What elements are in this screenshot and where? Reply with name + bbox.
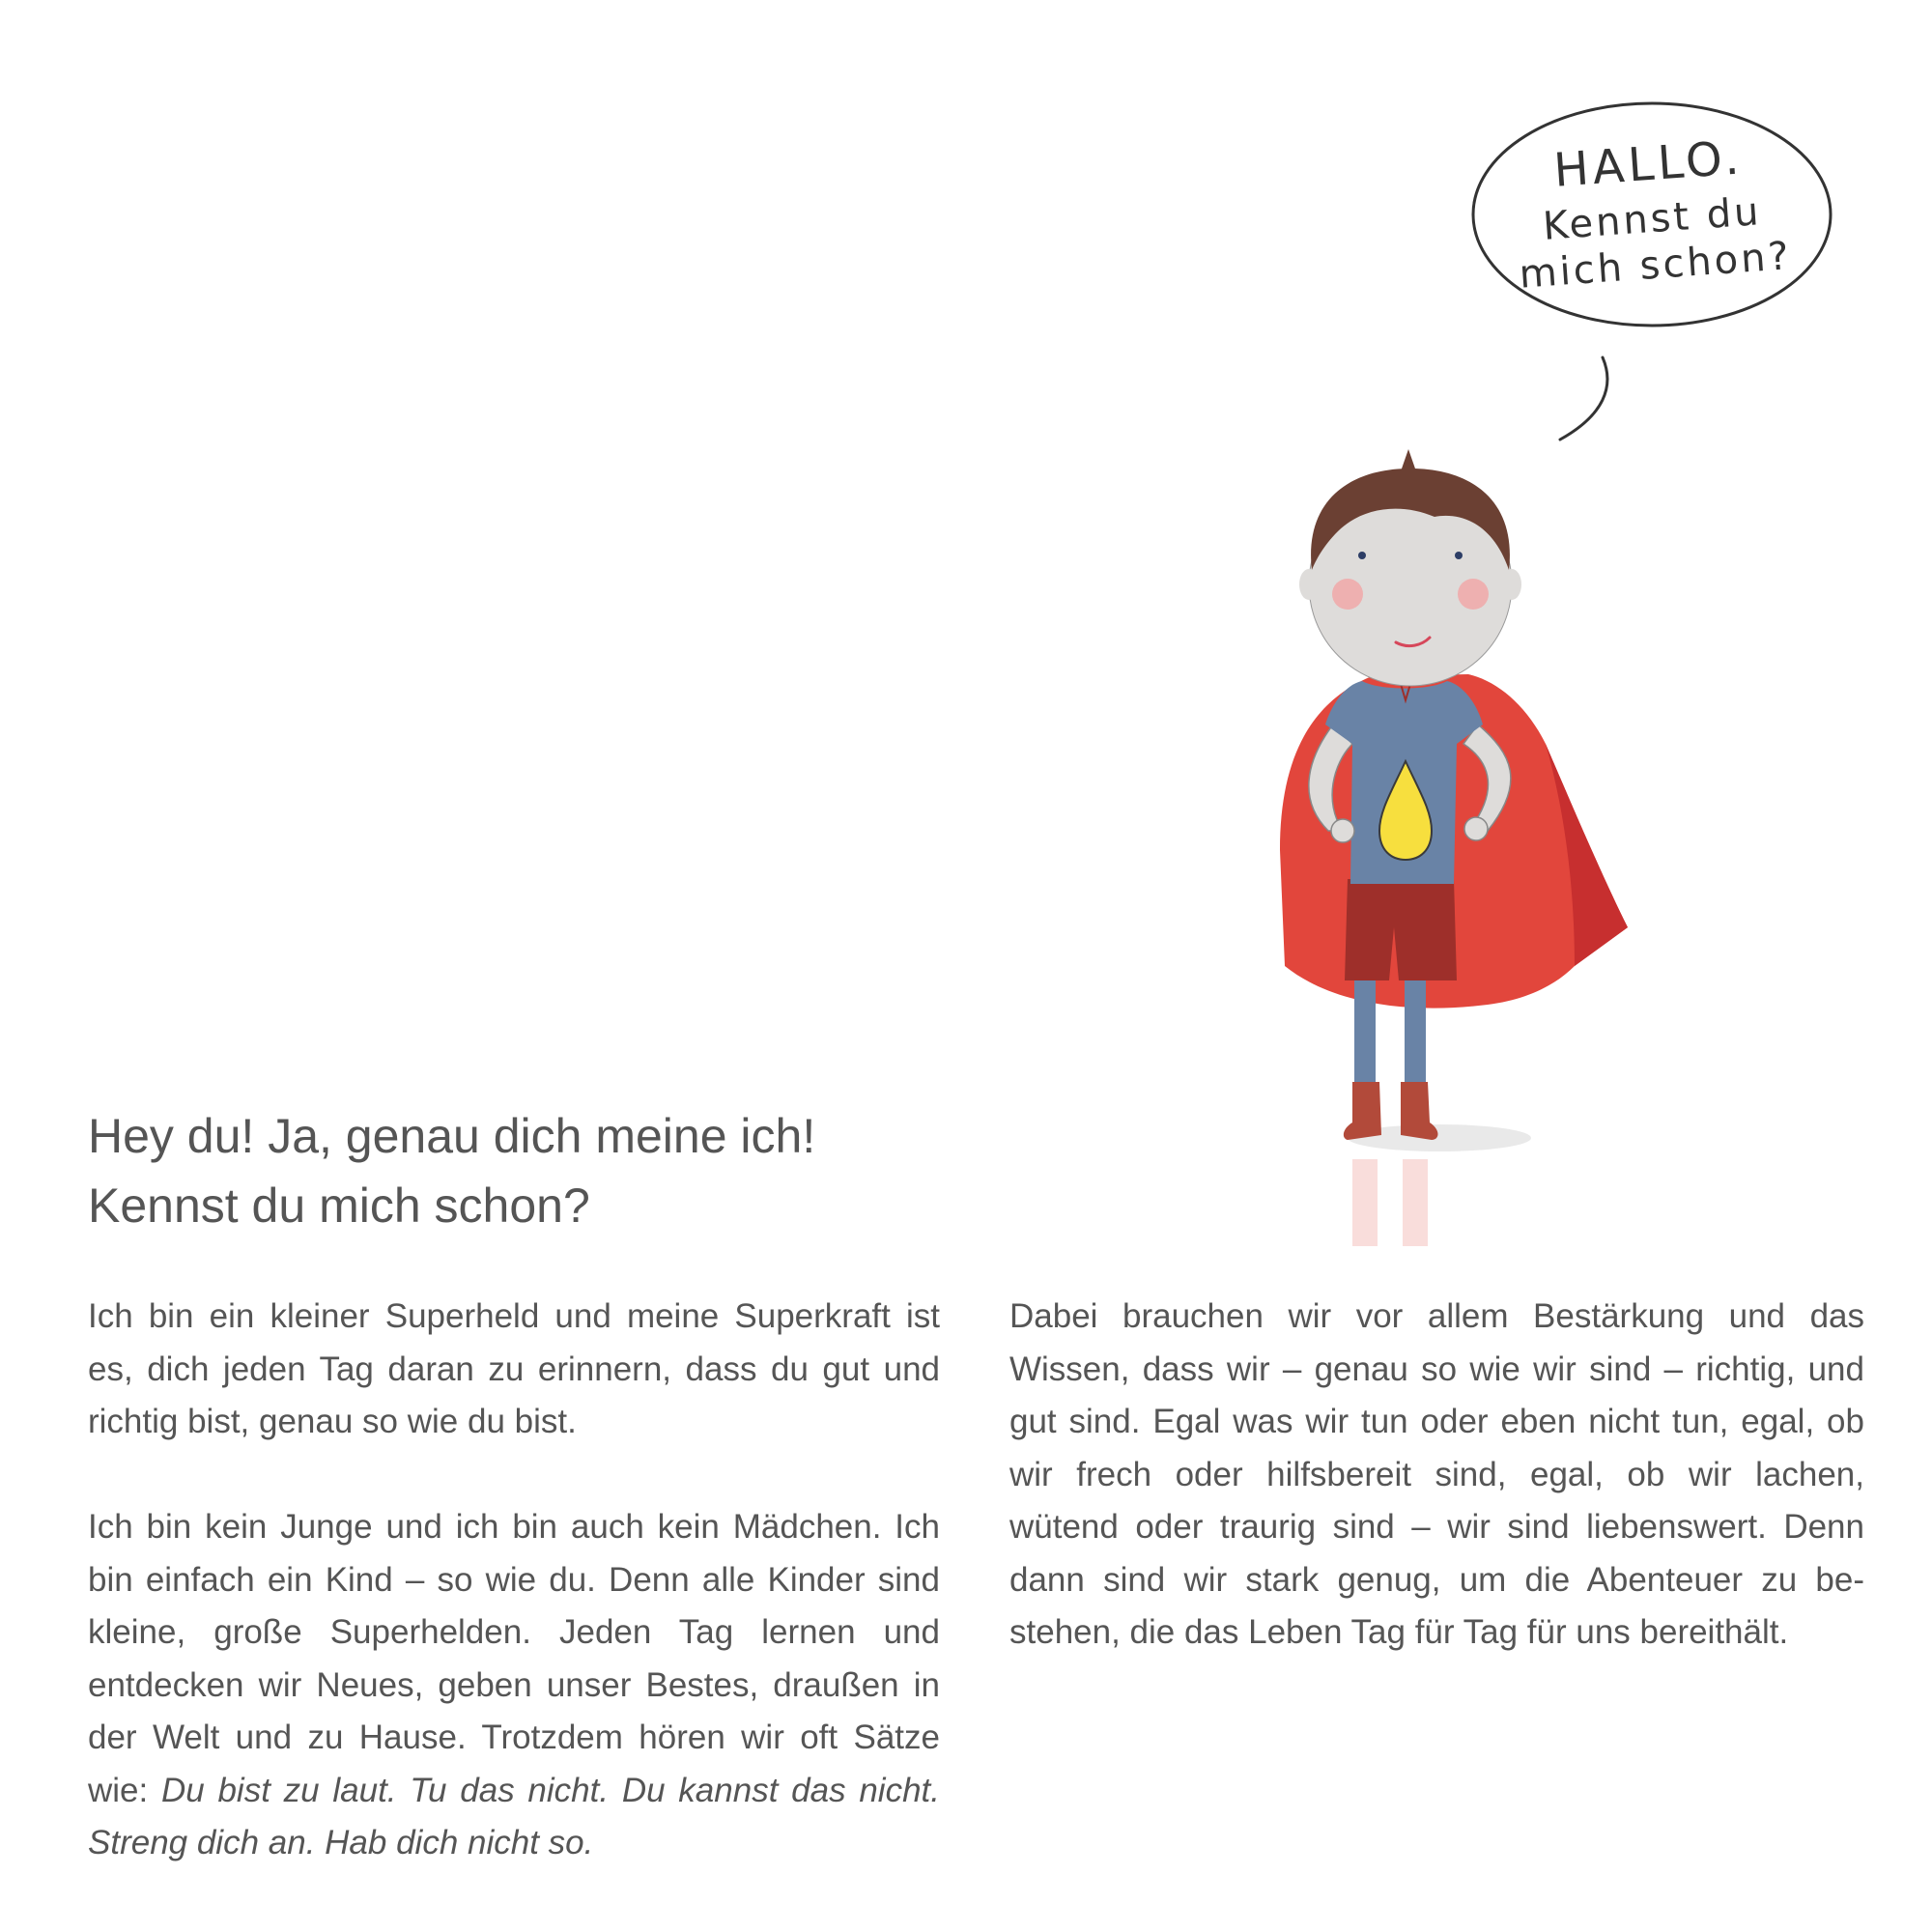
left-paragraph-2-italic: Du bist zu laut. Tu das nicht. Du kannst das nicht. Streng dich an. Hab dich nicht so. [88, 1771, 940, 1861]
speech-line-mich: mich schon? [1518, 233, 1794, 298]
right-boot [1401, 1082, 1438, 1140]
superhero-child-icon [1256, 425, 1642, 1294]
speech-line-hallo: HALLO. [1551, 129, 1745, 198]
shorts [1345, 879, 1457, 980]
right-text-column [1009, 1291, 1864, 1660]
speech-bubble-text [1461, 84, 1843, 346]
heading-line-1: Hey du! Ja, genau dich meine ich! [88, 1109, 816, 1163]
reflection [1352, 1159, 1428, 1246]
heading-line-2: Kennst du mich schon? [88, 1179, 590, 1233]
left-paragraph-2 [88, 1501, 940, 1870]
speech-bubble [1468, 97, 1835, 333]
left-text-column [88, 1291, 940, 1870]
left-leg [1354, 976, 1376, 1087]
left-paragraph-2-text: Ich bin kein Junge und ich bin auch kein Mädchen. Ich bin einfach ein Kind – so wie du. Denn alle Kinder sind kleine, große Superhelden. Jeden Tag lernen und entdecken wir Neues, geben unser Bestes, draußen in der Welt und zu Hause. Trotzdem hören wir oft Sätze wie: [88, 1508, 940, 1809]
left-paragraph-1: Ich bin ein kleiner Superheld und meine Superkraft ist es, dich jeden Tag daran zu erinnern, dass du gut und richtig bist, genau so wie du bist. [88, 1297, 940, 1440]
page-heading [88, 1101, 957, 1240]
speech-line-kennst: Kennst du [1541, 188, 1763, 249]
left-boot [1344, 1082, 1381, 1140]
right-leg [1405, 976, 1426, 1087]
right-paragraph-1: Dabei brauchen wir vor allem Bestärkung und das Wissen, dass wir – genau so wie wir sind – richtig, und gut sind. Egal was wir tun oder eben nicht tun, egal, ob wir frech oder hilfsbereit sind, egal, ob wir lachen, wütend oder traurig sind – wir sind liebenswert. Denn dann sind wir stark genug, um die Abenteuer zu bestehen, die das Leben Tag für Tag für uns bereithält. [1009, 1297, 1864, 1651]
